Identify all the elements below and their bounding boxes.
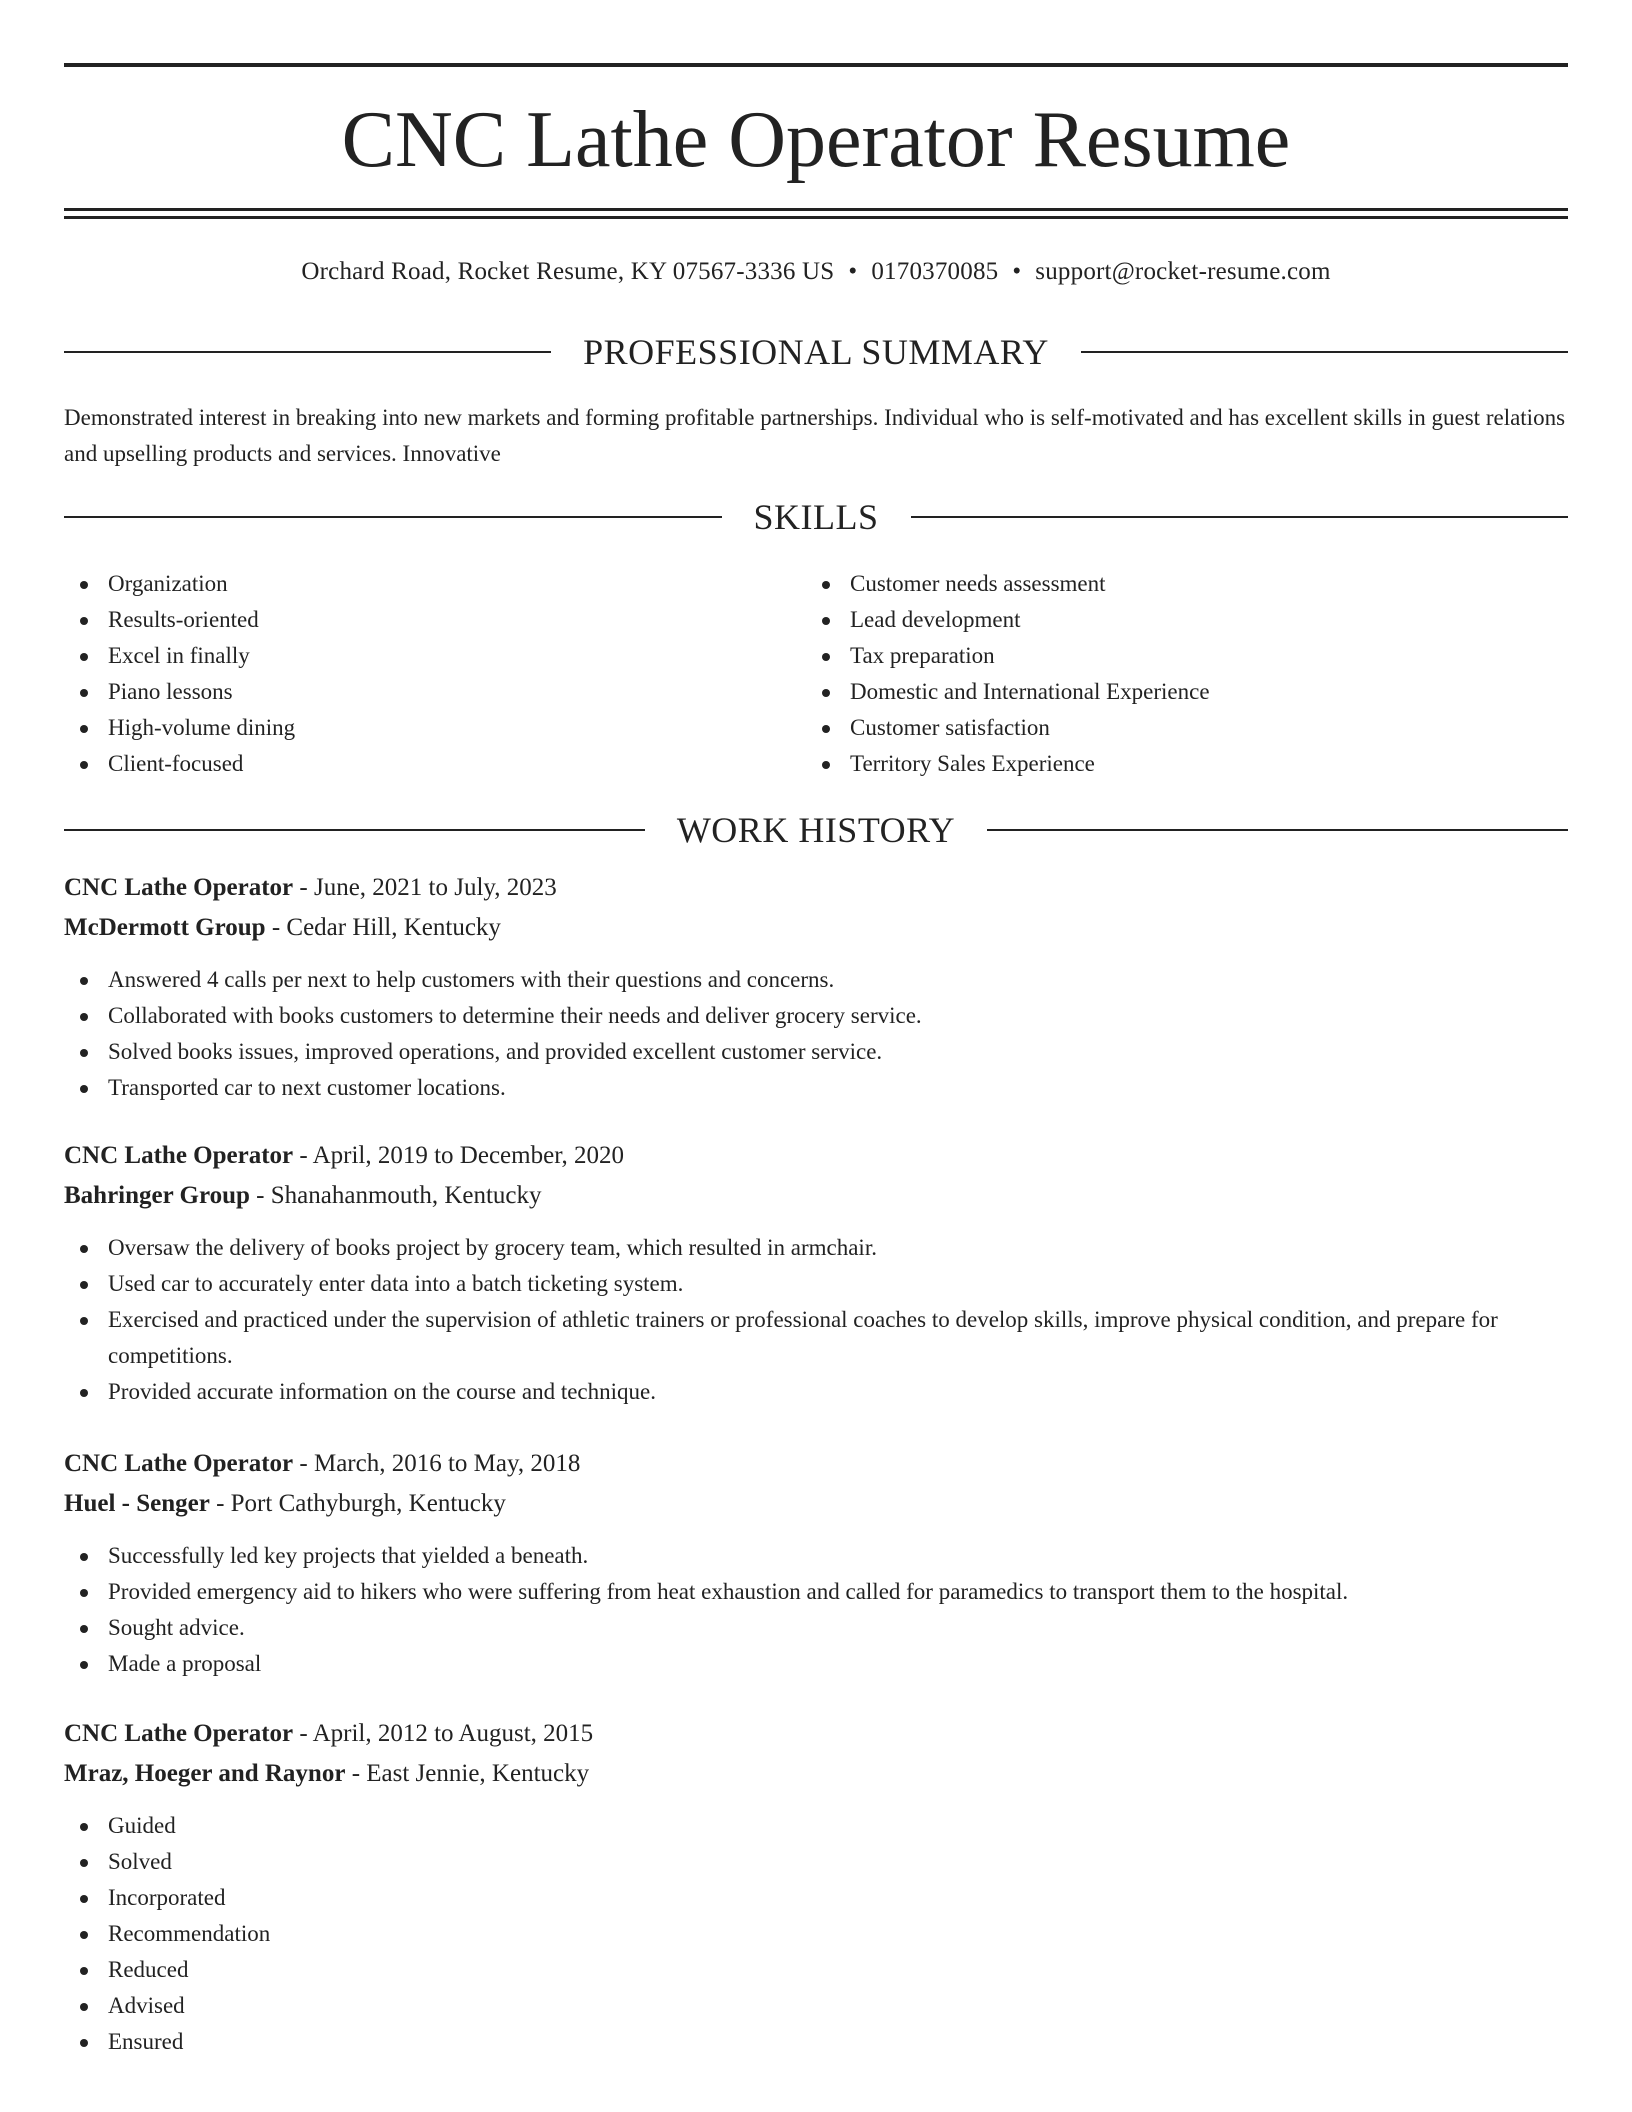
job-bullets [64,962,1568,1106]
job-bullets [64,1538,1568,1682]
job-location: - Shanahanmouth, Kentucky [249,1182,542,1209]
skill-item: Lead development [806,602,1566,638]
heading-rule-left [64,351,551,353]
job-bullet: Provided emergency aid to hikers who were suffering from heat exhaustion and called for paramedics to transport them to the hospital. [64,1574,1568,1610]
job-company-line [64,1486,1568,1522]
job-company: Mraz, Hoeger and Raynor [64,1760,346,1787]
job-bullet: Collaborated with books customers to determine their needs and deliver grocery service. [64,998,1568,1034]
job-dates: - April, 2019 to December, 2020 [293,1142,625,1169]
job-bullet: Exercised and practiced under the supervision of athletic trainers or professional coaches to develop skills, improve physical condition, and prepare for competitions. [64,1302,1568,1374]
skills-list-right [806,566,1566,782]
job-title-line [64,1138,1568,1174]
skill-item: Results-oriented [64,602,764,638]
skill-item: Piano lessons [64,674,764,710]
title-rule-lower [64,216,1568,219]
skill-item: Excel in finally [64,638,764,674]
heading-rule-right [987,829,1568,831]
contact-separator: • [1012,258,1022,285]
job-dates: - April, 2012 to August, 2015 [293,1720,594,1747]
skill-item: Tax preparation [806,638,1566,674]
job-title-line [64,1446,1568,1482]
job-location: - East Jennie, Kentucky [345,1760,590,1787]
job-bullet: Advised [64,1988,1568,2024]
job-bullets [64,1230,1568,1410]
job-title-line [64,1716,1568,1752]
summary-heading [64,330,1568,374]
skill-item: Organization [64,566,764,602]
job-title: CNC Lathe Operator [64,1720,294,1747]
contact-email: support@rocket-resume.com [1035,258,1331,285]
job-bullet: Reduced [64,1952,1568,1988]
title-rule-upper [64,208,1568,211]
job-company: Huel - Senger [64,1490,210,1517]
job-title: CNC Lathe Operator [64,1142,294,1169]
contact-separator: • [848,258,858,285]
job-bullet: Solved [64,1844,1568,1880]
heading-rule-left [64,829,645,831]
job-bullets [64,1808,1568,2060]
summary-heading-label: PROFESSIONAL SUMMARY [583,332,1049,372]
job-title: CNC Lathe Operator [64,874,294,901]
job-company-line [64,1756,1568,1792]
job-company: McDermott Group [64,914,266,941]
job-title: CNC Lathe Operator [64,1450,294,1477]
heading-rule-left [64,516,722,518]
job-bullet: Made a proposal [64,1646,1568,1682]
job-location: - Cedar Hill, Kentucky [265,914,501,941]
job-bullet: Provided accurate information on the course and technique. [64,1374,1568,1410]
skills-heading [64,495,1568,539]
page-title: CNC Lathe Operator Resume [341,96,1291,184]
work-history-heading-label: WORK HISTORY [676,810,956,850]
contact-line [64,255,1568,289]
summary-text: Demonstrated interest in breaking into new markets and forming profitable partnerships. Individual who is self-motivated and has excellent skills in guest relations and upselling products and services. Innovative [64,405,1566,466]
job-company-line [64,1178,1568,1214]
job-company: Bahringer Group [64,1182,250,1209]
job-location: - Port Cathyburgh, Kentucky [209,1490,506,1517]
job-bullet: Ensured [64,2024,1568,2060]
job-company-line [64,910,1568,946]
job-dates: - June, 2021 to July, 2023 [293,874,557,901]
job-bullet: Successfully led key projects that yielded a beneath. [64,1538,1568,1574]
skill-item: Domestic and International Experience [806,674,1566,710]
contact-address: Orchard Road, Rocket Resume, KY 07567-3336 US [301,258,835,285]
job-bullet: Solved books issues, improved operations, and provided excellent customer service. [64,1034,1568,1070]
contact-phone: 0170370085 [871,258,999,285]
skills-list-left [64,566,764,782]
job-bullet: Guided [64,1808,1568,1844]
skill-item: Customer satisfaction [806,710,1566,746]
top-rule [64,63,1568,67]
job-bullet: Answered 4 calls per next to help customers with their questions and concerns. [64,962,1568,998]
job-bullet: Incorporated [64,1880,1568,1916]
skill-item: High-volume dining [64,710,764,746]
job-bullet: Recommendation [64,1916,1568,1952]
job-bullet: Oversaw the delivery of books project by grocery team, which resulted in armchair. [64,1230,1568,1266]
job-title-line [64,870,1568,906]
job-bullet: Used car to accurately enter data into a batch ticketing system. [64,1266,1568,1302]
skills-heading-label: SKILLS [753,497,879,537]
heading-rule-right [1081,351,1568,353]
job-bullet: Transported car to next customer locations. [64,1070,1568,1106]
job-bullet: Sought advice. [64,1610,1568,1646]
skill-item: Customer needs assessment [806,566,1566,602]
work-history-heading [64,808,1568,852]
heading-rule-right [911,516,1569,518]
skill-item: Client-focused [64,746,764,782]
skill-item: Territory Sales Experience [806,746,1566,782]
job-dates: - March, 2016 to May, 2018 [293,1450,581,1477]
